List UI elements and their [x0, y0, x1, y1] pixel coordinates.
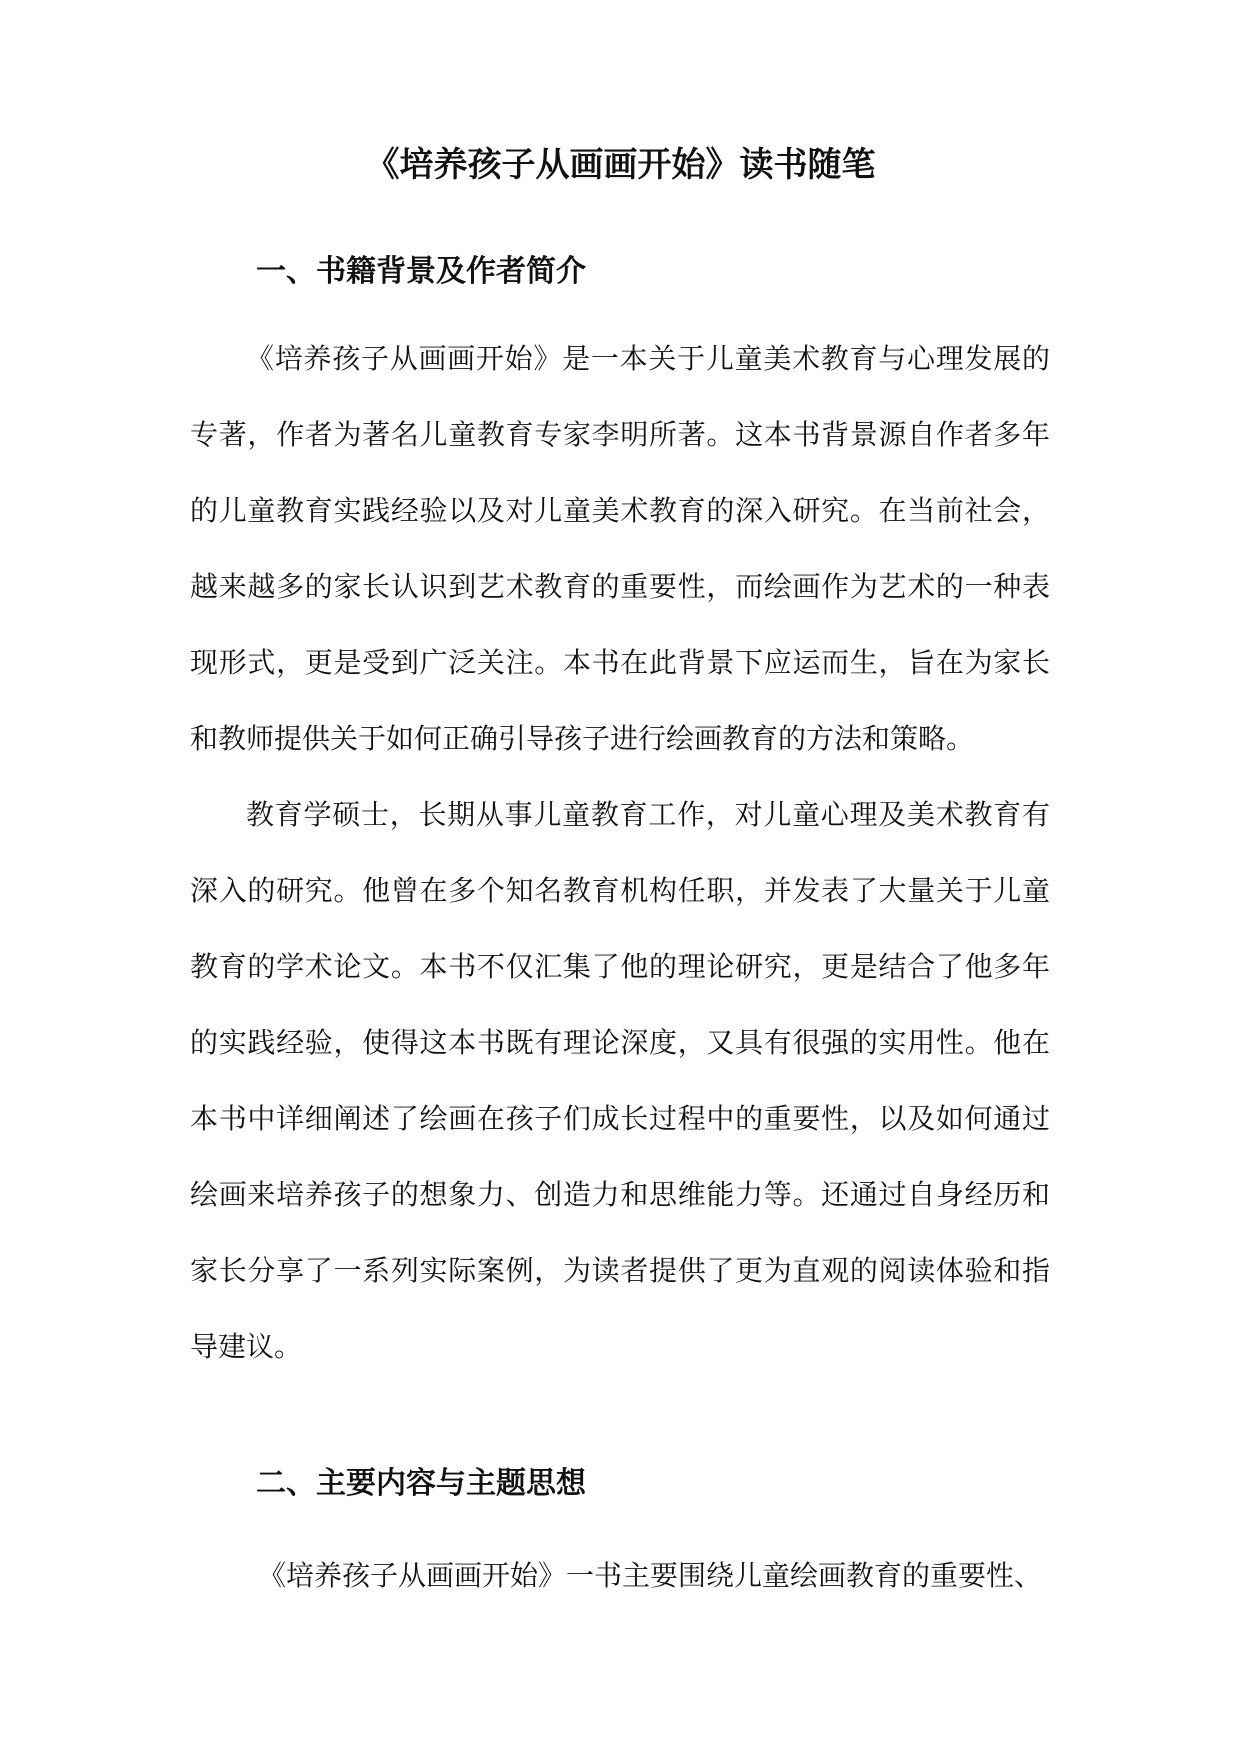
document-title: 《培养孩子从画画开始》读书随笔 [365, 145, 876, 185]
section-2-paragraph-1: 《培养孩子从画画开始》一书主要围绕儿童绘画教育的重要性、 [258, 1559, 1043, 1592]
section-heading-2: 二、主要内容与主题思想 [256, 1466, 586, 1501]
section-1-paragraph-2: 教育学硕士，长期从事儿童教育工作，对儿童心理及美术教育有深入的研究。他曾在多个知名教育机构任职，并发表了大量关于儿童教育的学术论文。本书不仅汇集了他的理论研究，更是结合了他多年的实践经验，使得这本书既有理论深度，又具有很强的实用性。他在本书中详细阐述了绘画在孩子们成长过程中的重要性，以及如何通过绘画来培养孩子的想象力、创造力和思维能力等。还通过自身经历和家长分享了一系列实际案例，为读者提供了更为直观的阅读体验和指导建议。 [190, 798, 1050, 1363]
section-heading-1: 一、书籍背景及作者简介 [256, 254, 586, 289]
section-1-paragraph-1: 《培养孩子从画画开始》是一本关于儿童美术教育与心理发展的专著，作者为著名儿童教育专家李明所著。这本书背景源自作者多年的儿童教育实践经验以及对儿童美术教育的深入研究。在当前社会，越来越多的家长认识到艺术教育的重要性，而绘画作为艺术的一种表现形式，更是受到广泛关注。本书在此背景下应运而生，旨在为家长和教师提供关于如何正确引导孩子进行绘画教育的方法和策略。 [190, 342, 1050, 755]
